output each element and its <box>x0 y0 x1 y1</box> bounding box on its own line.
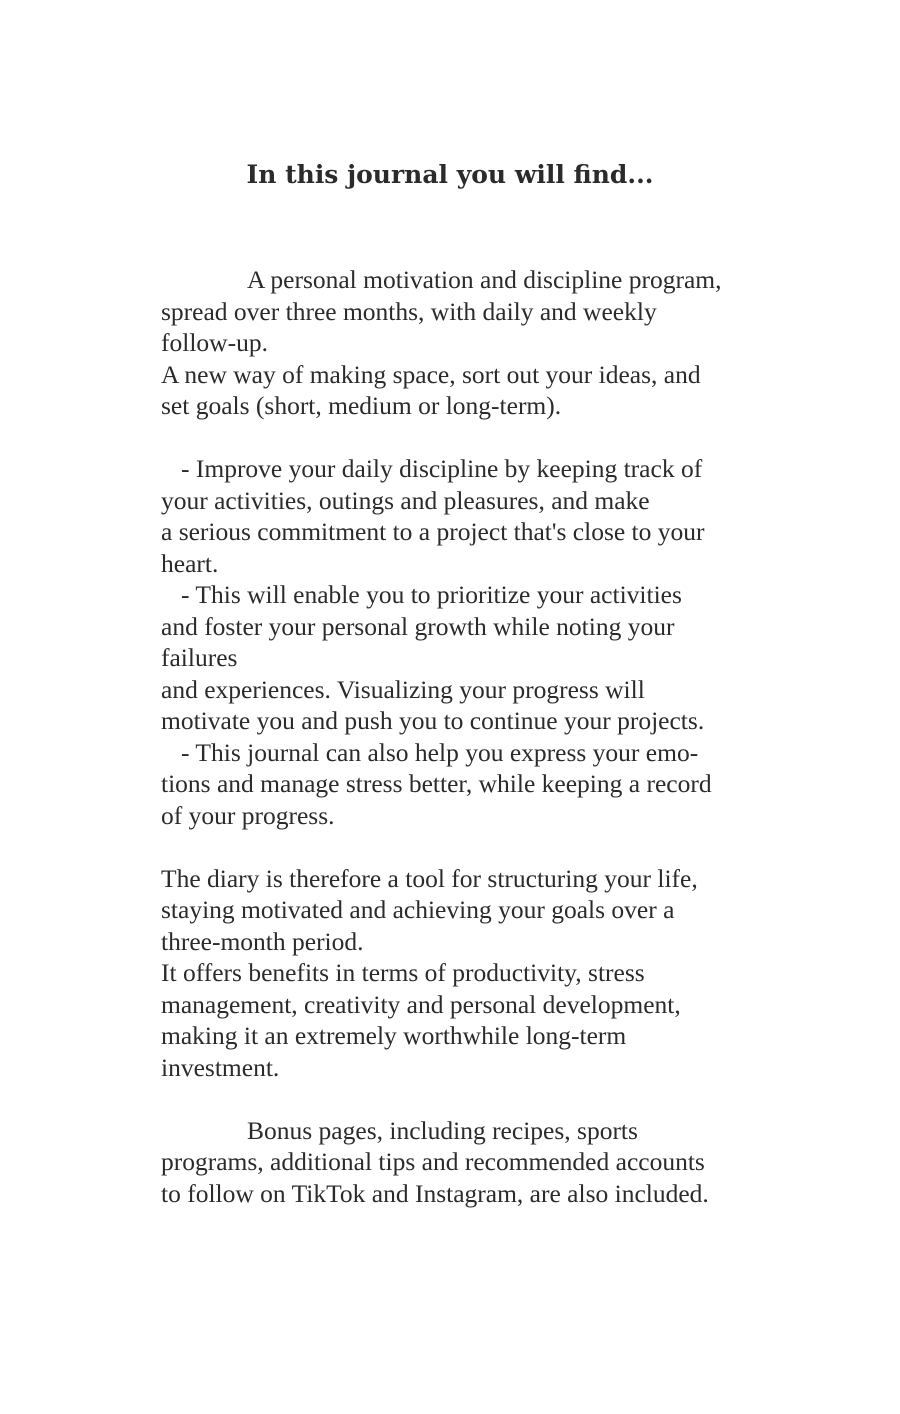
text-line: to follow on TikTok and Instagram, are also included. <box>161 1178 709 1208</box>
text-line: tions and manage stress better, while keeping a record <box>161 769 712 798</box>
text-line: a serious commitment to a project that's close to your <box>161 517 705 546</box>
text-line: programs, additional tips and recommended accounts <box>161 1147 705 1176</box>
page-title: In this journal you will find... <box>246 160 654 189</box>
text-line: your activities, outings and pleasures, and make <box>161 485 650 515</box>
text-line: Bonus pages, including recipes, sports <box>247 1115 638 1145</box>
text-line: management, creativity and personal development, <box>161 989 681 1019</box>
text-line: and foster your personal growth while noting your <box>161 611 675 641</box>
text-line: - This will enable you to prioritize your activities <box>181 580 682 609</box>
text-line: spread over three months, with daily and weekly <box>161 296 657 326</box>
text-line: The diary is therefore a tool for structuring your life, <box>161 863 698 893</box>
text-line: making it an extremely worthwhile long-term <box>161 1021 627 1050</box>
text-line: failures <box>161 643 238 672</box>
text-line: and experiences. Visualizing your progress will <box>161 674 645 704</box>
text-line: set goals (short, medium or long-term). <box>161 391 562 420</box>
text-line: - Improve your daily discipline by keeping track of <box>181 454 703 483</box>
text-line: It offers benefits in terms of productivity, stress <box>161 958 645 987</box>
text-line: staying motivated and achieving your goals over a <box>161 895 675 924</box>
text-line: A new way of making space, sort out your ideas, and <box>161 359 701 389</box>
text-line: motivate you and push you to continue your projects. <box>161 706 705 735</box>
text-line: - This journal can also help you express your emo- <box>181 737 699 767</box>
text-line: follow-up. <box>161 328 268 357</box>
paragraph-gap <box>161 831 761 863</box>
text-line: investment. <box>161 1052 280 1082</box>
text-line: three-month period. <box>161 926 364 956</box>
paragraph-gap <box>161 1083 761 1115</box>
paragraph-gap <box>161 422 761 454</box>
body-text <box>161 264 761 1209</box>
text-line: of your progress. <box>161 800 335 830</box>
text-line: heart. <box>161 548 219 578</box>
text-line: A personal motivation and discipline program, <box>247 265 722 294</box>
